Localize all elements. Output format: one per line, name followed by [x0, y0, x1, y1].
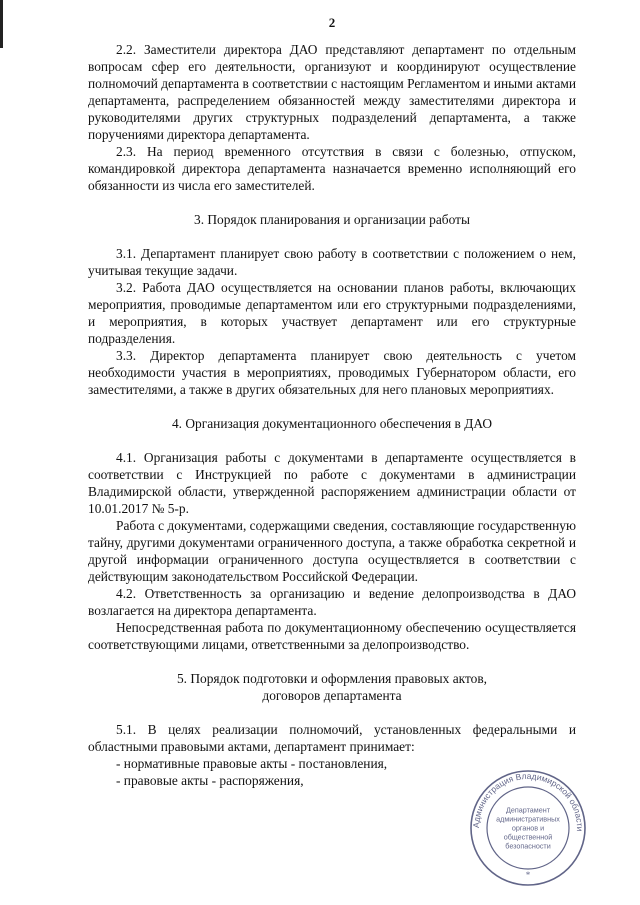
paragraph-2-2: 2.2. Заместители директора ДАО представляют департамент по отдельным вопросам сфер его деятельности, организуют и координируют осуществление полномочий департамента в соответствии с настоящим Регламентом и иными актами департамента, распределением обязанностей между заместителями директора и руководителями других структурных подразделений департамента, а также поручениями директора департамента. — [88, 42, 576, 142]
seal-inner-line: органов и — [511, 823, 545, 833]
paragraph-2-3: 2.3. На период временного отсутствия в связи с болезнью, отпуском, командировкой директора департамента назначается временно исполняющий его обязанности из числа его заместителей. — [88, 144, 576, 193]
section-5-heading-line1: 5. Порядок подготовки и оформления правовых актов, — [176, 671, 488, 686]
paragraph-4-1: 4.1. Организация работы с документами в департаменте осуществляется в соответствии с Инструкцией по работе с документами в администрации Владимирской области, утвержденной распоряжением администрации области от 10.01.2017 № 5-р. — [88, 450, 576, 516]
paragraph-3-2: 3.2. Работа ДАО осуществляется на основании планов работы, включающих мероприятия, проводимые департаментом или его структурными подразделениями, и мероприятия, в которых участвует департамент или его структурные подразделения. — [88, 280, 576, 346]
seal-inner-line: Департамент — [505, 805, 551, 815]
document-page — [88, 14, 576, 789]
paragraph-4-2: 4.2. Ответственность за организацию и ведение делопроизводства в ДАО возлагается на директора департамента. — [88, 586, 576, 618]
official-seal-stamp — [468, 768, 588, 888]
paragraph-3-1: 3.1. Департамент планирует свою работу в соответствии с положением о нем, учитывая текущие задачи. — [88, 246, 576, 278]
paragraph-3-3: 3.3. Директор департамента планирует свою деятельность с учетом необходимости участия в мероприятиях, проводимых Губернатором области, его заместителями, а также в других обязательных для него плановых мероприятиях. — [88, 348, 576, 397]
svg-text:*: * — [525, 870, 531, 880]
page-number: 2 — [328, 15, 336, 30]
section-3-heading: 3. Порядок планирования и организации работы — [194, 212, 470, 227]
seal-outer-text: Администрация Владимирской области — [470, 770, 586, 832]
paragraph-4-2-direct: Непосредственная работа по документационному обеспечению осуществляется соответствующими лицами, ответственными за делопроизводство. — [88, 620, 576, 652]
left-edge-mark — [0, 0, 3, 48]
seal-inner-line: общественной — [503, 832, 553, 842]
paragraph-5-1: 5.1. В целях реализации полномочий, установленных федеральными и областными правовыми актами, департамент принимает: — [88, 722, 576, 754]
section-5-heading-line2: договоров департамента — [262, 688, 402, 703]
seal-inner-line: безопасности — [505, 841, 551, 851]
seal-inner-line: административных — [496, 814, 560, 824]
list-item: - нормативные правовые акты - постановления, — [116, 756, 388, 771]
section-4-heading: 4. Организация документационного обеспечения в ДАО — [171, 416, 493, 431]
paragraph-4-1-secret: Работа с документами, содержащими сведения, составляющие государственную тайну, другими документами ограниченного доступа, а также обработка секретной и другой информации ограниченного доступа осуществляется в соответствии с действующим законодательством Российской Федерации. — [88, 518, 576, 584]
list-item: - правовые акты - распоряжения, — [116, 773, 304, 788]
